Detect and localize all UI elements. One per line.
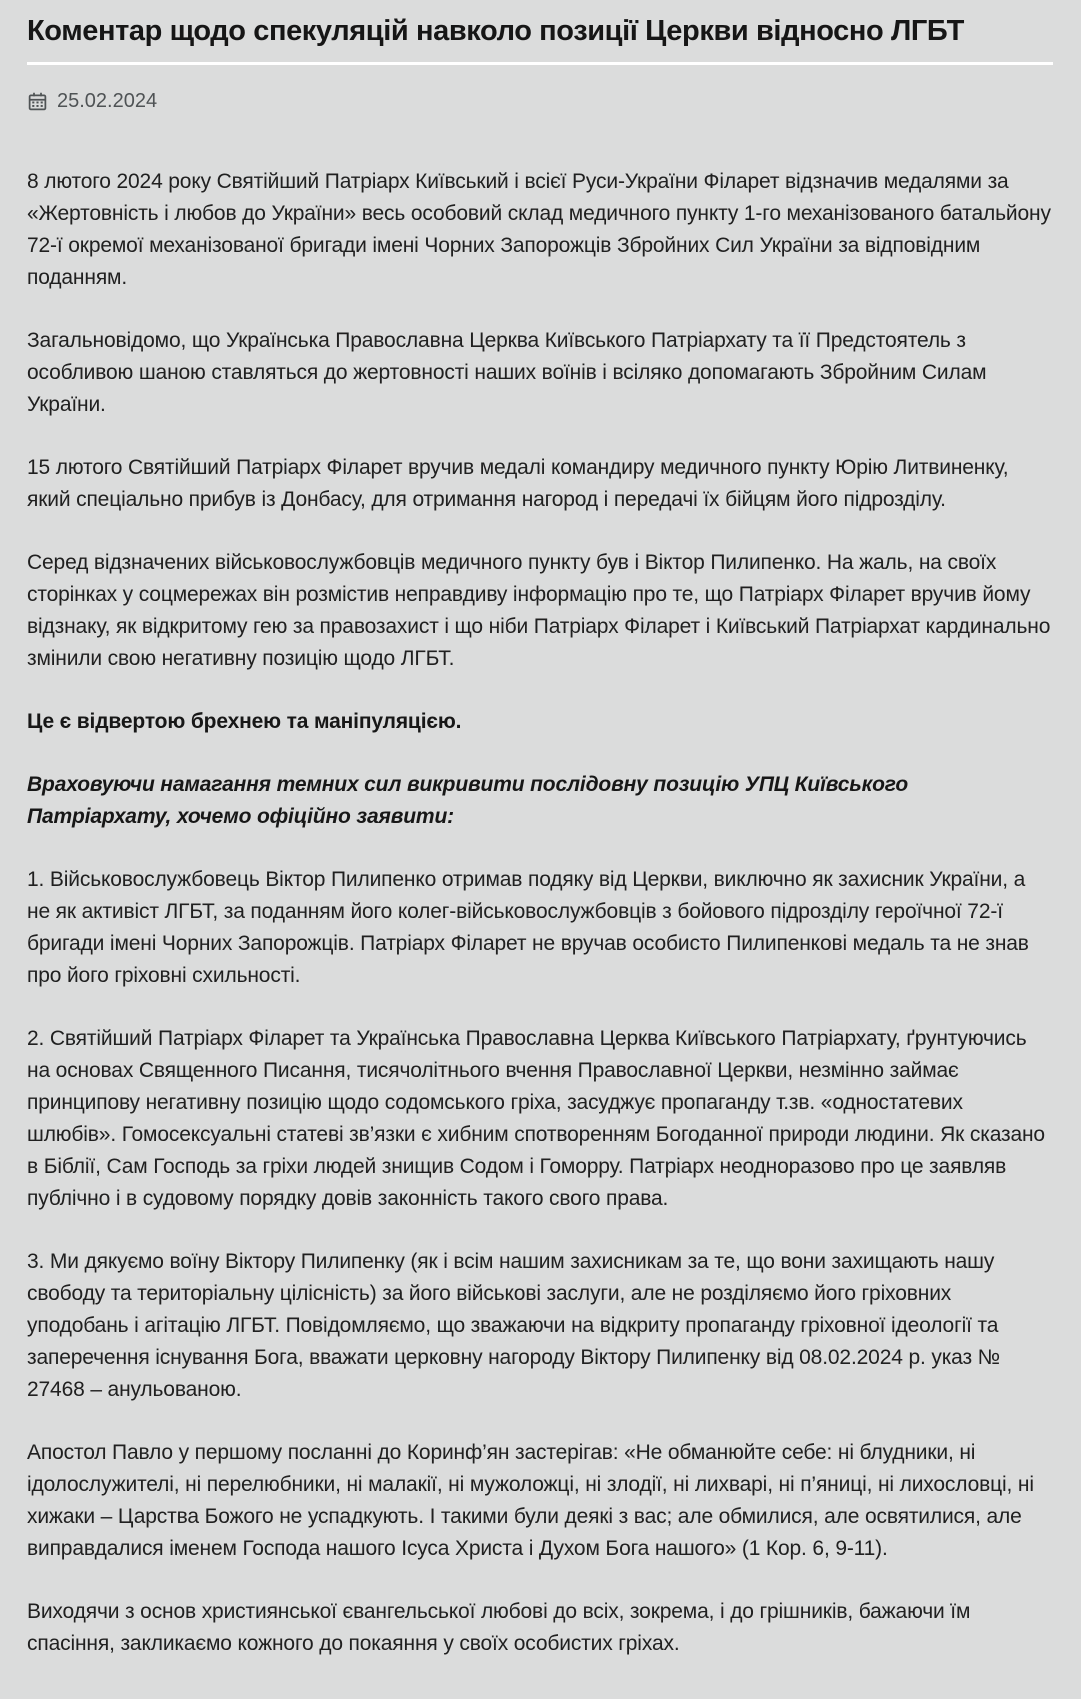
article-paragraph-statement: Це є відвертою брехнею та маніпуляцією. [27,710,462,734]
title-divider [27,62,1053,65]
article-list-item-2: 2. Святійший Патріарх Філарет та Українська Православна Церква Київського Патріархату, ґрунтуючись на основах Священного Писання, тисячолітнього вчення Православної Церкви, незмінно займає принципову негативну позицію щодо содомського гріха, засуджує пропаганду т.зв. «одностатевих шлюбів». Гомосексуальні статеві зв’язки є хибним спотворенням Богоданної природи людини. Як сказано в Біблії, Сам Господь за гріхи людей знищив Содом і Гоморру. Патріарх неодноразово про це заявляв публічно і в судовому порядку довів законність такого свого права. [27,1027,1045,1211]
article-paragraph-closing: Виходячи з основ християнської євангельської любові до всіх, зокрема, і до грішників, бажаючи їм спасіння, закликаємо кожного до покаяння у своїх особистих гріхах. [27,1600,971,1656]
article-list-item-1: 1. Військовослужбовець Віктор Пилипенко отримав подяку від Церкви, виключно як захисник України, а не як активіст ЛГБТ, за поданням його колег-військовослужбовців з бойового підрозділу героїчної 72-ї бригади імені Чорних Запорожців. Патріарх Філарет не вручав особисто Пилипенкові медаль та не знав про його гріховні схильності. [27,868,1029,988]
article-list-item-3: 3. Ми дякуємо воїну Віктору Пилипенку (як і всім нашим захисникам за те, що вони захищають нашу свободу та територіальну цілісність) за його військові заслуги, але не розділяємо його гріховних уподобань і агітацію ЛГБТ. Повідомляємо, що зважаючи на відкриту пропаганду гріховної ідеології та заперечення існування Бога, вважати церковну нагороду Віктору Пилипенку від 08.02.2024 р. указ № 27468 – анульованою. [27,1250,1001,1402]
article-paragraph: 15 лютого Святійший Патріарх Філарет вручив медалі командиру медичного пункту Юрію Литвиненку, який спеціально прибув із Донбасу, для отримання нагород і передачі їх бійцям його підрозділу. [27,456,1009,512]
article-paragraph: Серед відзначених військовослужбовців медичного пункту був і Віктор Пилипенко. На жаль, на своїх сторінках у соцмережах він розмістив неправдиву інформацію про те, що Патріарх Філарет вручив йому відзнаку, як відкритому гею за правозахист і що ніби Патріарх Філарет і Київський Патріархат кардинально змінили свою негативну позицію щодо ЛГБТ. [27,551,1051,671]
page-title: Коментар щодо спекуляцій навколо позиції Церкви відносно ЛГБТ [27,15,964,47]
publish-date-row [27,90,1053,113]
article-paragraph: Загальновідомо, що Українська Православна Церква Київського Патріархату та її Предстоятель з особливою шаною ставляться до жертовності наших воїнів і всіляко допомагають Збройним Силам України. [27,329,987,417]
publish-date: 25.02.2024 [57,90,158,113]
calendar-icon [27,91,48,112]
article-body [27,166,1053,1660]
article-paragraph-declaration: Враховуючи намагання темних сил викривити послідовну позицію УПЦ Київського Патріархату, хочемо офіційно заявити: [27,773,909,829]
article-paragraph-scripture: Апостол Павло у першому посланні до Коринф’ян застерігав: «Не обманюйте себе: ні блудники, ні ідолослужителі, ні перелюбники, ні малакії, ні мужоложці, ні злодії, ні лихварі, ні п’яниці, ні лихословці, ні хижаки – Царства Божого не успадкують. І такими були деякі з вас; але обмилися, але освятилися, але виправдалися іменем Господа нашого Ісуса Христа і Духом Бога нашого» (1 Кор. 6, 9-11). [27,1441,1034,1561]
article-paragraph: 8 лютого 2024 року Святійший Патріарх Київський і всієї Руси-України Філарет відзначив медалями за «Жертовність і любов до України» весь особовий склад медичного пункту 1-го механізованого батальйону 72-ї окремої механізованої бригади імені Чорних Запорожців Збройних Сил України за відповідним поданням. [27,170,1051,290]
